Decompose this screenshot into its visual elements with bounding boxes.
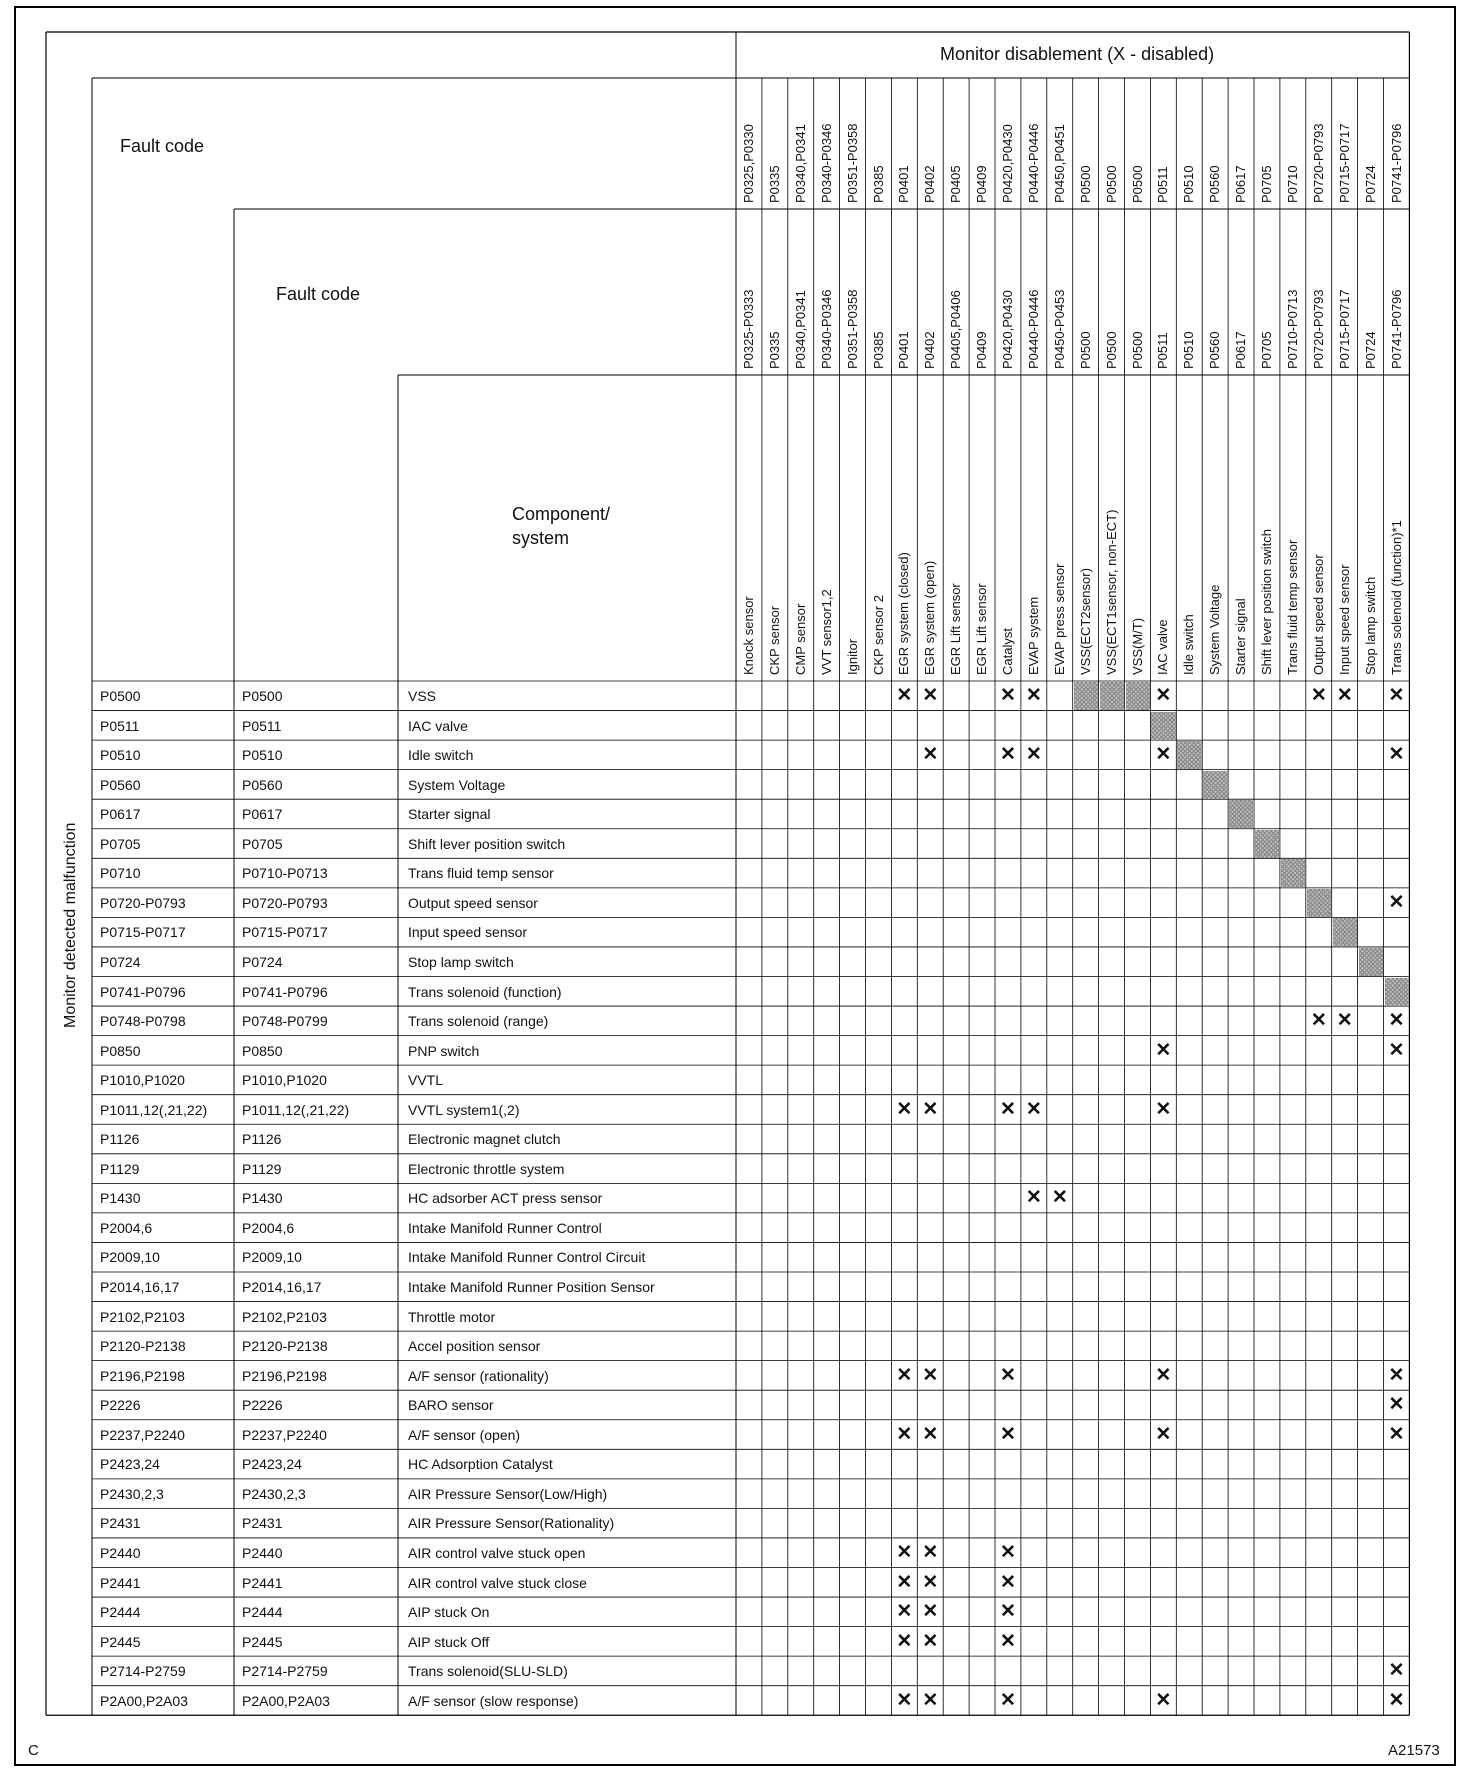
- column-code-2: P0401: [896, 331, 912, 369]
- row-fault-code: P2102,P2103: [100, 1308, 185, 1325]
- column-code-2: P0500: [1103, 331, 1119, 369]
- disabled-mark: ✕: [1388, 744, 1405, 766]
- row-fault-code-detail: P2445: [242, 1633, 283, 1650]
- figure-id: A21573: [1388, 1742, 1440, 1759]
- column-component: Catalyst: [1000, 628, 1015, 675]
- row-component: AIR control valve stuck close: [408, 1574, 587, 1591]
- row-fault-code-detail: P2014,16,17: [242, 1279, 322, 1295]
- row-fault-code: P0724: [100, 953, 141, 970]
- disabled-mark: ✕: [1310, 685, 1327, 706]
- self-monitor-cell: [1126, 682, 1150, 710]
- column-component: EGR system (closed): [896, 552, 912, 675]
- side-label: Monitor detected malfunction: [62, 822, 79, 1028]
- row-component: Input speed sensor: [408, 924, 528, 941]
- row-fault-code: P2423,24: [100, 1456, 160, 1473]
- column-code-1: P0335: [766, 165, 782, 203]
- row-component: AIR Pressure Sensor(Rationality): [408, 1515, 615, 1532]
- disabled-mark: ✕: [1000, 1423, 1016, 1445]
- disabled-mark: ✕: [1000, 1689, 1016, 1711]
- disabled-mark: ✕: [1000, 685, 1016, 706]
- column-code-2: P0420,P0430: [1000, 290, 1015, 369]
- column-component: Starter signal: [1233, 598, 1249, 675]
- column-component: Ignitor: [844, 638, 860, 675]
- row-component: A/F sensor (rationality): [408, 1367, 549, 1384]
- row-fault-code: P2445: [100, 1633, 141, 1650]
- disabled-mark: ✕: [922, 685, 939, 706]
- disabled-mark: ✕: [1336, 1010, 1353, 1032]
- row-component: Trans fluid temp sensor: [408, 865, 554, 882]
- row-fault-code-detail: P0710-P0713: [242, 865, 328, 882]
- row-component: A/F sensor (slow response): [408, 1692, 579, 1709]
- column-code-1: P0385: [870, 165, 886, 203]
- row-fault-code: P2444: [100, 1604, 141, 1621]
- disabled-mark: ✕: [896, 1364, 913, 1386]
- row-component: Trans solenoid (range): [408, 1013, 549, 1030]
- row-fault-code-detail: P2196,P2198: [242, 1367, 327, 1384]
- column-code-1: P0401: [896, 165, 912, 203]
- disabled-mark: ✕: [1155, 1689, 1172, 1711]
- row-component: AIR control valve stuck open: [408, 1544, 586, 1561]
- column-code-2: P0325-P0333: [741, 289, 756, 369]
- disabled-mark: ✕: [1155, 1039, 1172, 1061]
- row-fault-code-detail: P0748-P0799: [242, 1013, 328, 1030]
- row-fault-code: P0748-P0798: [100, 1013, 186, 1030]
- disabled-mark: ✕: [1025, 1187, 1042, 1209]
- column-code-1: P0710: [1284, 165, 1300, 203]
- column-code-1: P0500: [1077, 165, 1093, 203]
- column-code-1: P0560: [1207, 165, 1223, 203]
- disabled-mark: ✕: [896, 1423, 913, 1445]
- disabled-mark: ✕: [922, 1601, 939, 1623]
- column-component: EGR Lift sensor: [948, 583, 964, 675]
- row-fault-code-detail: P2441: [242, 1574, 283, 1591]
- column-component: Idle switch: [1181, 614, 1197, 675]
- column-code-1: P0402: [922, 165, 938, 203]
- row-fault-code: P2430,2,3: [100, 1485, 164, 1502]
- column-component: System Voltage: [1207, 584, 1223, 675]
- disabled-mark: ✕: [922, 1689, 939, 1711]
- row-component: VVTL system1(,2): [408, 1101, 520, 1118]
- disabled-mark: ✕: [896, 1571, 913, 1593]
- disabled-mark: ✕: [1000, 1571, 1016, 1593]
- row-fault-code-detail: P0560: [242, 776, 283, 793]
- column-code-2: P0450-P0453: [1051, 289, 1067, 369]
- row-fault-code: P2714-P2759: [100, 1663, 186, 1680]
- column-code-1: P0724: [1362, 165, 1378, 203]
- disabled-mark: ✕: [922, 1571, 939, 1593]
- row-component: Intake Manifold Runner Control: [408, 1219, 602, 1236]
- column-component: VVT sensor1,2: [818, 589, 834, 675]
- row-component: Intake Manifold Runner Control Circuit: [408, 1249, 646, 1266]
- disabled-mark: ✕: [1388, 1423, 1405, 1445]
- column-component: Shift lever position switch: [1259, 529, 1274, 675]
- column-code-1: P0617: [1233, 165, 1249, 203]
- disabled-mark: ✕: [922, 1630, 939, 1652]
- disabled-mark: ✕: [1388, 1394, 1405, 1416]
- column-code-2: P0340,P0341: [792, 290, 808, 369]
- row-fault-code-detail: P0715-P0717: [242, 924, 328, 941]
- row-fault-code: P1430: [100, 1190, 141, 1207]
- row-fault-code: P2226: [100, 1397, 141, 1414]
- row-fault-code: P0710: [100, 865, 141, 882]
- disabled-mark: ✕: [922, 1098, 939, 1120]
- row-component: HC Adsorption Catalyst: [408, 1456, 553, 1473]
- column-code-2: P0500: [1129, 331, 1145, 369]
- row-component: Trans solenoid(SLU-SLD): [408, 1663, 568, 1680]
- self-monitor-cell: [1333, 918, 1357, 946]
- disabled-mark: ✕: [922, 1541, 939, 1563]
- row-fault-code: P0715-P0717: [100, 924, 186, 941]
- column-code-1: P0450,P0451: [1051, 124, 1067, 203]
- disabled-mark: ✕: [1000, 1364, 1016, 1386]
- row-fault-code-detail: P0617: [242, 806, 283, 823]
- row-component: Idle switch: [408, 747, 474, 764]
- self-monitor-cell: [1281, 859, 1305, 887]
- row-fault-code-detail: P2102,P2103: [242, 1308, 327, 1325]
- row-fault-code: P2196,P2198: [100, 1367, 185, 1384]
- column-code-1: P0340-P0346: [818, 123, 834, 203]
- row-fault-code: P0510: [100, 747, 141, 764]
- column-code-1: P0741-P0796: [1388, 123, 1404, 203]
- row-fault-code-detail: P1010,P1020: [242, 1072, 327, 1089]
- row-component: Starter signal: [408, 806, 491, 823]
- column-code-2: P0385: [870, 331, 886, 369]
- column-code-1: P0325,P0330: [741, 124, 756, 203]
- row-fault-code-detail: P2714-P2759: [242, 1663, 328, 1680]
- row-component: Electronic magnet clutch: [408, 1131, 561, 1148]
- column-component: VSS(M/T): [1129, 617, 1145, 675]
- row-fault-code: P2A00,P2A03: [100, 1692, 188, 1709]
- row-fault-code-detail: P2226: [242, 1397, 283, 1414]
- row-fault-code: P1011,12(,21,22): [100, 1101, 208, 1118]
- row-fault-code-detail: P0510: [242, 747, 283, 764]
- column-code-1: P0715-P0717: [1336, 123, 1352, 203]
- column-code-2: P0724: [1362, 331, 1378, 369]
- row-component: AIP stuck Off: [408, 1633, 490, 1650]
- row-fault-code-detail: P1430: [242, 1190, 283, 1207]
- disabled-mark: ✕: [1025, 1098, 1042, 1120]
- row-component: VVTL: [408, 1072, 444, 1089]
- column-code-2: P0335: [766, 331, 782, 369]
- disabled-mark: ✕: [1000, 1541, 1016, 1563]
- disabled-mark: ✕: [1025, 744, 1042, 766]
- row-fault-code-detail: P2237,P2240: [242, 1426, 327, 1443]
- column-component: EVAP press sensor: [1051, 563, 1067, 675]
- column-code-2: P0405,P0406: [948, 290, 964, 369]
- row-fault-code-detail: P1126: [242, 1131, 282, 1148]
- row-fault-code-detail: P2423,24: [242, 1456, 302, 1473]
- column-code-2: P0351-P0358: [844, 289, 860, 369]
- row-component: Output speed sensor: [408, 894, 538, 911]
- row-fault-code-detail: P0720-P0793: [242, 894, 328, 911]
- column-code-1: P0705: [1259, 165, 1274, 203]
- self-monitor-cell: [1359, 948, 1383, 976]
- self-monitor-cell: [1100, 682, 1124, 710]
- row-fault-code-detail: P2A00,P2A03: [242, 1692, 330, 1709]
- row-fault-code-detail: P1011,12(,21,22): [242, 1101, 350, 1118]
- column-code-1: P0500: [1103, 165, 1119, 203]
- column-code-2: P0510: [1181, 331, 1197, 369]
- row-fault-code-detail: P0850: [242, 1042, 283, 1059]
- row-fault-code-detail: P0511: [242, 717, 282, 734]
- row-fault-code: P2441: [100, 1574, 141, 1591]
- row-fault-code-detail: P0705: [242, 835, 283, 852]
- disabled-mark: ✕: [1000, 1601, 1016, 1623]
- column-code-1: P0720-P0793: [1310, 123, 1326, 203]
- row-component: Stop lamp switch: [408, 953, 514, 970]
- row-fault-code-detail: P2009,10: [242, 1249, 302, 1266]
- row-fault-code-detail: P0500: [242, 688, 283, 704]
- row-fault-code-detail: P2444: [242, 1604, 283, 1621]
- column-code-1: P0409: [974, 165, 990, 203]
- row-component: AIP stuck On: [408, 1604, 490, 1621]
- disabled-mark: ✕: [1388, 685, 1405, 706]
- row-fault-code: P0617: [100, 806, 141, 823]
- column-code-1: P0510: [1181, 165, 1197, 203]
- disabled-mark: ✕: [1388, 1039, 1405, 1061]
- footer-left-label: C: [28, 1742, 39, 1759]
- disabled-mark: ✕: [1388, 1010, 1405, 1032]
- disabled-mark: ✕: [1000, 1630, 1016, 1652]
- row-component: Electronic throttle system: [408, 1160, 565, 1177]
- disabled-mark: ✕: [896, 1541, 913, 1563]
- column-code-2: P0560: [1207, 331, 1223, 369]
- column-component: VSS(ECT2sensor): [1077, 568, 1093, 675]
- row-fault-code: P0720-P0793: [100, 894, 186, 911]
- column-code-2: P0720-P0793: [1310, 289, 1326, 369]
- disabled-mark: ✕: [896, 1630, 913, 1652]
- row-fault-code: P2440: [100, 1544, 141, 1561]
- column-code-2: P0500: [1077, 331, 1093, 369]
- row-fault-code-detail: P0724: [242, 953, 283, 970]
- self-monitor-cell: [1177, 741, 1201, 769]
- self-monitor-cell: [1203, 771, 1227, 799]
- row-fault-code: P1129: [100, 1160, 140, 1177]
- self-monitor-cell: [1151, 712, 1175, 740]
- column-component: Knock sensor: [741, 596, 756, 675]
- column-component: CKP sensor: [766, 605, 782, 675]
- column-code-2: P0617: [1233, 331, 1249, 369]
- column-component: Output speed sensor: [1310, 554, 1326, 675]
- row-fault-code: P1126: [100, 1131, 140, 1148]
- column-code-1: P0511: [1155, 166, 1171, 203]
- monitor-disablement-header: Monitor disablement (X - disabled): [940, 44, 1215, 64]
- column-code-2: P0409: [974, 331, 990, 369]
- disabled-mark: ✕: [1388, 1689, 1405, 1711]
- row-component: A/F sensor (open): [408, 1426, 521, 1443]
- row-component: System Voltage: [408, 776, 506, 793]
- column-code-2: P0715-P0717: [1336, 289, 1352, 369]
- disabled-mark: ✕: [1051, 1187, 1068, 1209]
- row-component: Throttle motor: [408, 1308, 496, 1325]
- row-fault-code: P2004,6: [100, 1219, 153, 1236]
- self-monitor-cell: [1255, 830, 1279, 858]
- column-component: Stop lamp switch: [1362, 576, 1378, 675]
- row-component: AIR Pressure Sensor(Low/High): [408, 1485, 608, 1502]
- disabled-mark: ✕: [1155, 685, 1172, 706]
- disabled-mark: ✕: [1000, 744, 1016, 766]
- row-fault-code: P2014,16,17: [100, 1279, 180, 1295]
- column-code-1: P0340,P0341: [792, 124, 808, 203]
- row-component: Accel position sensor: [408, 1338, 541, 1355]
- disabled-mark: ✕: [1336, 685, 1353, 706]
- disabled-mark: ✕: [1000, 1098, 1016, 1120]
- component-system-header-2: system: [512, 528, 570, 548]
- column-code-1: P0420,P0430: [1000, 124, 1015, 203]
- row-component: HC adsorber ACT press sensor: [408, 1190, 603, 1207]
- row-fault-code: P0850: [100, 1042, 141, 1059]
- column-component: CKP sensor 2: [870, 595, 886, 675]
- column-component: EGR system (open): [922, 560, 938, 675]
- column-code-1: P0405: [948, 165, 964, 203]
- column-code-2: P0511: [1155, 332, 1171, 369]
- disabled-mark: ✕: [896, 685, 913, 706]
- column-component: CMP sensor: [792, 603, 808, 675]
- row-fault-code: P0741-P0796: [100, 983, 186, 1000]
- row-component: Trans solenoid (function): [408, 983, 562, 1000]
- row-fault-code: P2009,10: [100, 1249, 160, 1266]
- column-component: EGR Lift sensor: [974, 583, 990, 675]
- column-code-1: P0500: [1129, 165, 1145, 203]
- self-monitor-cell: [1074, 682, 1098, 710]
- disabled-mark: ✕: [1155, 1364, 1172, 1386]
- disabled-mark: ✕: [1310, 1010, 1327, 1032]
- row-fault-code-detail: P2431: [242, 1515, 283, 1532]
- row-fault-code-detail: P1129: [242, 1160, 282, 1177]
- column-component: VSS(ECT1sensor, non-ECT): [1103, 509, 1119, 675]
- disabled-mark: ✕: [1388, 891, 1405, 913]
- disabled-mark: ✕: [922, 744, 939, 766]
- row-component: Shift lever position switch: [408, 835, 566, 852]
- disabled-mark: ✕: [1155, 1423, 1172, 1445]
- row-component: BARO sensor: [408, 1397, 494, 1414]
- disabled-mark: ✕: [1388, 1364, 1405, 1386]
- row-fault-code: P0705: [100, 835, 141, 852]
- row-fault-code-detail: P2440: [242, 1544, 283, 1561]
- row-fault-code: P2431: [100, 1515, 141, 1532]
- disabled-mark: ✕: [896, 1098, 913, 1120]
- column-code-2: P0741-P0796: [1388, 289, 1404, 369]
- self-monitor-cell: [1307, 889, 1331, 917]
- column-component: EVAP system: [1025, 596, 1041, 675]
- row-fault-code: P0560: [100, 776, 141, 793]
- disabled-mark: ✕: [1155, 1098, 1172, 1120]
- column-code-2: P0440-P0446: [1025, 289, 1041, 369]
- disabled-mark: ✕: [896, 1689, 913, 1711]
- row-component: VSS: [408, 688, 437, 704]
- column-code-2: P0705: [1259, 331, 1274, 369]
- disabled-mark: ✕: [1025, 685, 1042, 706]
- row-fault-code-detail: P0741-P0796: [242, 983, 328, 1000]
- row-component: PNP switch: [408, 1042, 480, 1059]
- row-fault-code: P2120-P2138: [100, 1338, 186, 1355]
- column-code-2: P0340-P0346: [818, 289, 834, 369]
- self-monitor-cell: [1229, 800, 1253, 828]
- component-system-header-1: Component/: [512, 504, 611, 524]
- row-fault-code: P0511: [100, 717, 140, 734]
- disabled-mark: ✕: [922, 1423, 939, 1445]
- disabled-mark: ✕: [1388, 1660, 1405, 1682]
- column-code-2: P0402: [922, 331, 938, 369]
- fault-code-header-outer: Fault code: [120, 136, 205, 156]
- self-monitor-cell: [1385, 978, 1409, 1006]
- fault-code-header-inner: Fault code: [276, 284, 361, 304]
- row-component: IAC valve: [408, 717, 468, 734]
- row-fault-code: P1010,P1020: [100, 1072, 185, 1089]
- disabled-mark: ✕: [922, 1364, 939, 1386]
- column-code-2: P0710-P0713: [1284, 289, 1300, 369]
- column-component: IAC valve: [1155, 619, 1171, 675]
- column-component: Trans fluid temp sensor: [1284, 539, 1300, 675]
- column-component: Input speed sensor: [1336, 564, 1352, 675]
- row-component: Intake Manifold Runner Position Sensor: [408, 1279, 655, 1295]
- row-fault-code-detail: P2430,2,3: [242, 1485, 306, 1502]
- column-code-1: P0440-P0446: [1025, 123, 1041, 203]
- disabled-mark: ✕: [896, 1601, 913, 1623]
- row-fault-code-detail: P2120-P2138: [242, 1338, 328, 1355]
- row-fault-code: P0500: [100, 688, 141, 704]
- row-fault-code: P2237,P2240: [100, 1426, 185, 1443]
- column-component: Trans solenoid (function)*1: [1388, 520, 1404, 675]
- row-fault-code-detail: P2004,6: [242, 1219, 295, 1236]
- column-code-1: P0351-P0358: [844, 123, 860, 203]
- disabled-mark: ✕: [1155, 744, 1172, 766]
